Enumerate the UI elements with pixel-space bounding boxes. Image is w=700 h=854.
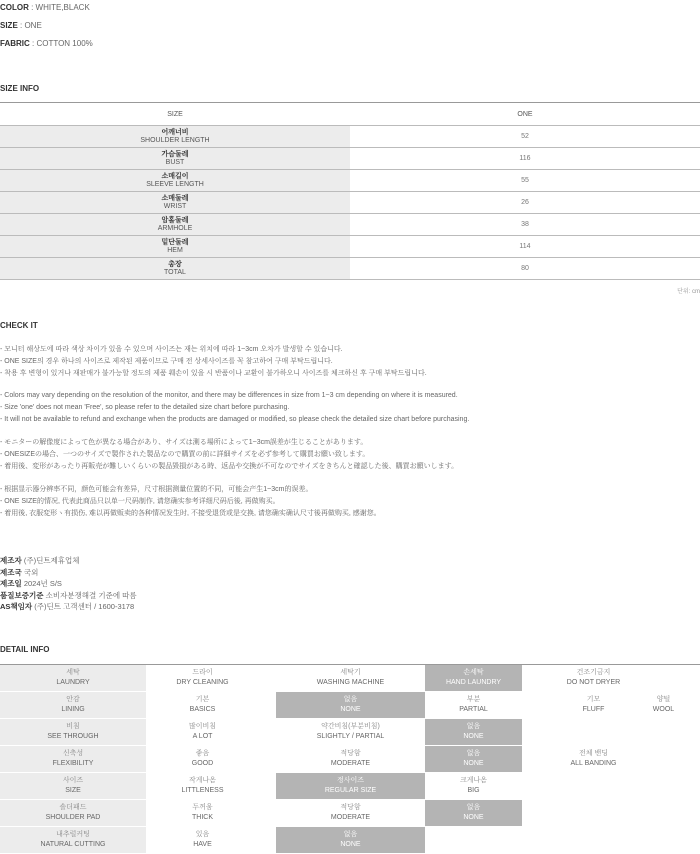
note-line: - 着用後、変形があったり再販売が難しいくらいの製品毀損がある時、返品や交換が不可なのでサイズをきちんと確認した後、購買お願いします。 <box>0 462 459 470</box>
detail-ko: 기본 <box>195 696 210 703</box>
maker-label: 품질보증기준 <box>0 590 44 600</box>
detail-row <box>0 827 700 854</box>
maker-value: 소비자분쟁해결 기준에 따름 <box>43 590 137 600</box>
detail-option-selected <box>425 719 522 745</box>
detail-en: NONE <box>340 841 361 848</box>
detail-en: SIZE <box>65 787 81 794</box>
detail-ko: 전체 밴딩 <box>579 750 608 757</box>
size-row-label <box>0 170 350 192</box>
table-row <box>0 148 700 170</box>
detail-ko: 약간비침(부분비침) <box>321 723 380 730</box>
size-row-label <box>0 214 350 236</box>
maker-row <box>0 578 137 590</box>
detail-en: MODERATE <box>330 814 371 821</box>
detail-row <box>0 746 700 773</box>
table-row <box>0 236 700 258</box>
maker-value: 국외 <box>21 567 39 577</box>
detail-en: PARTIAL <box>459 706 488 713</box>
detail-en: BASICS <box>189 706 216 713</box>
maker-label: 제조자 <box>0 556 22 565</box>
detail-en: DRY CLEANING <box>176 679 229 686</box>
detail-en: FLUFF <box>582 706 605 713</box>
detail-en: WOOL <box>652 706 675 713</box>
notes-english <box>0 390 469 425</box>
detail-ko: 있음 <box>195 831 210 838</box>
notes-chinese <box>0 484 381 519</box>
note-line: - Size 'one' does not mean 'Free', so please refer to the detailed size chart before purchasing. <box>0 403 290 411</box>
detail-option-selected <box>425 800 522 826</box>
detail-option <box>154 665 251 691</box>
check-it-title: CHECK IT <box>0 321 38 330</box>
detail-option-selected <box>276 827 425 853</box>
size-label-ko: 소매둘레 <box>161 194 189 202</box>
color-value: : WHITE,BLACK <box>28 3 90 12</box>
detail-row <box>0 719 700 746</box>
detail-en: ALL BANDING <box>570 760 617 767</box>
detail-option <box>154 800 251 826</box>
note-line: - 모니터 해상도에 따라 색상 차이가 있을 수 있으며 사이즈는 재는 위치에 따라 1~3cm 오차가 발생할 수 있습니다. <box>0 346 343 353</box>
detail-ko: 두꺼움 <box>192 804 213 811</box>
detail-row <box>0 800 700 827</box>
size-value: 55 <box>350 170 700 192</box>
maker-value: (주)딘트 고객센터 / 1600-3178 <box>32 602 135 611</box>
detail-option-selected <box>276 692 425 718</box>
maker-value: 2024년 S/S <box>21 579 62 588</box>
detail-row-label <box>0 719 146 745</box>
detail-option <box>545 665 642 691</box>
detail-en: LINING <box>61 706 85 713</box>
size-label-ko: 소매길이 <box>161 172 189 180</box>
fabric-attribute <box>0 39 93 48</box>
detail-option-selected <box>276 773 425 799</box>
table-row <box>0 170 700 192</box>
note-line: - ONE SIZE의 경우 하나의 사이즈로 제작된 제품이므로 구매 전 상세사이즈를 꼭 참고하여 구매 부탁드립니다. <box>0 357 333 365</box>
size-attribute <box>0 21 42 30</box>
maker-label: AS책임자 <box>0 602 33 611</box>
notes-korean <box>0 344 427 379</box>
size-value: 114 <box>350 236 700 258</box>
size-label-en: WRIST <box>163 202 187 210</box>
detail-en: NONE <box>463 814 484 821</box>
detail-ko: 없음 <box>466 723 481 730</box>
size-label-en: SLEEVE LENGTH <box>146 180 204 188</box>
detail-option <box>276 665 425 691</box>
detail-ko: 많이비침 <box>188 723 217 730</box>
table-row <box>0 192 700 214</box>
detail-option <box>154 719 251 745</box>
size-row-label <box>0 148 350 170</box>
detail-option <box>276 719 425 745</box>
size-info-title: SIZE INFO <box>0 84 40 93</box>
detail-ko: 정사이즈 <box>336 777 365 784</box>
size-value: 80 <box>350 258 700 280</box>
detail-ko: 손세탁 <box>463 669 484 676</box>
detail-en: BIG <box>467 787 480 794</box>
size-row-label <box>0 258 350 280</box>
note-line: - モニターの解像度によって色が異なる場合があり、サイズは測る場所によって1~3cm誤差が生じることがあります。 <box>0 439 368 446</box>
size-label-ko: 가슴둘레 <box>161 150 189 158</box>
detail-en: FLEXIBILITY <box>52 760 94 767</box>
detail-option <box>276 800 425 826</box>
note-line: - Colors may vary depending on the resolution of the monitor, and there may be differences in size from 1~3 cm depending on where it is measured. <box>0 392 458 399</box>
size-label-en: TOTAL <box>164 268 186 276</box>
detail-option <box>154 773 251 799</box>
detail-ko: 기모 <box>586 696 601 703</box>
size-label-ko: 밑단둘레 <box>161 238 189 246</box>
size-row-label <box>0 126 350 148</box>
detail-row-label <box>0 665 146 691</box>
detail-en: SLIGHTLY / PARTIAL <box>316 733 385 740</box>
detail-en: NATURAL CUTTING <box>40 841 106 848</box>
table-row <box>0 214 700 236</box>
detail-table <box>0 664 700 854</box>
size-label-en: ARMHOLE <box>157 224 193 232</box>
detail-ko: 적당함 <box>340 750 361 757</box>
size-table-header <box>0 103 700 126</box>
detail-en: WASHING MACHINE <box>316 679 385 686</box>
notes-japanese <box>0 437 458 472</box>
fabric-value: : COTTON 100% <box>29 39 93 48</box>
size-unit: 단위: cm <box>677 289 700 295</box>
maker-row <box>0 590 137 602</box>
detail-row <box>0 692 700 719</box>
size-value: 116 <box>350 148 700 170</box>
detail-ko: 숄더패드 <box>59 804 87 811</box>
size-label-en: SHOULDER LENGTH <box>140 136 210 144</box>
detail-option <box>627 692 700 718</box>
detail-ko: 세탁 <box>66 669 80 676</box>
detail-row <box>0 773 700 800</box>
detail-option <box>425 773 522 799</box>
detail-row <box>0 665 700 692</box>
detail-ko: 없음 <box>466 750 481 757</box>
detail-en: DO NOT DRYER <box>566 679 621 686</box>
detail-en: NONE <box>463 733 484 740</box>
detail-ko: 드라이 <box>192 669 213 676</box>
size-label-en: HEM <box>167 246 183 254</box>
size-value: 26 <box>350 192 700 214</box>
detail-row-label <box>0 827 146 853</box>
detail-ko: 사이즈 <box>62 777 84 784</box>
color-label: COLOR <box>0 3 29 12</box>
detail-en: NONE <box>463 760 484 767</box>
detail-en: REGULAR SIZE <box>324 787 377 794</box>
note-line: - ONE SIZE的情况, 代表此商品只以单一尺码制作, 请您确实参考详细尺码后後, 再做购买。 <box>0 497 280 505</box>
size-label-en: BUST <box>165 158 185 166</box>
detail-en: MODERATE <box>330 760 371 767</box>
detail-en: THICK <box>192 814 213 821</box>
detail-ko: 건조기금지 <box>576 669 611 676</box>
detail-en: LITTLENESS <box>181 787 224 794</box>
maker-label: 제조일 <box>0 579 22 588</box>
detail-en: SHOULDER PAD <box>45 814 101 821</box>
detail-info-title: DETAIL INFO <box>0 645 50 654</box>
table-row <box>0 126 700 148</box>
detail-option <box>545 746 642 772</box>
detail-ko: 세탁기 <box>340 669 361 676</box>
detail-ko: 신축성 <box>62 750 84 757</box>
detail-option <box>276 746 425 772</box>
detail-option <box>154 746 251 772</box>
detail-ko: 크게나옴 <box>459 777 488 784</box>
detail-option-selected <box>425 746 522 772</box>
detail-row-label <box>0 800 146 826</box>
detail-en: HAVE <box>193 841 212 848</box>
size-row-label <box>0 192 350 214</box>
maker-row <box>0 555 137 567</box>
maker-label: 제조국 <box>0 567 22 577</box>
detail-ko: 내추럴커팅 <box>56 831 90 838</box>
note-line: - 着用後, 衣服変形ヽ有损伤, 难以再做贩卖的各种情况发生时, 不接受退货或是交换, 请您确实确认尺寸後再做购买, 感谢您。 <box>0 509 381 517</box>
maker-value: (주)딘트제휴업체 <box>21 556 80 565</box>
color-attribute <box>0 3 90 12</box>
detail-en: HAND LAUNDRY <box>445 679 502 686</box>
detail-option <box>154 692 251 718</box>
detail-option <box>154 827 251 853</box>
size-table <box>0 102 700 280</box>
detail-en: A LOT <box>192 733 213 740</box>
size-header-value: ONE <box>350 103 700 126</box>
size-header-label: SIZE <box>0 103 350 126</box>
maker-row <box>0 567 137 579</box>
fabric-label: FABRIC <box>0 39 30 48</box>
size-label-ko: 어깨너비 <box>161 128 189 136</box>
detail-ko: 적당함 <box>340 804 361 811</box>
detail-en: NONE <box>340 706 361 713</box>
detail-option <box>425 692 522 718</box>
table-row <box>0 258 700 280</box>
detail-en: LAUNDRY <box>56 679 90 686</box>
detail-ko: 부분 <box>466 696 481 703</box>
note-line: - 根据显示器分辨率不同，颜色可能会有差异，尺寸根据测量位置的不同，可能会产生1~3cm的误差。 <box>0 486 313 493</box>
size-label-ko: 총장 <box>168 260 182 268</box>
detail-ko: 비침 <box>66 723 80 730</box>
note-line: - ONESIZEの場合、一つのサイズで製作された製品なので購買の前に詳細サイズを必ず参考して購買お願い致します。 <box>0 450 370 458</box>
size-label-ko: 암홀둘레 <box>161 216 189 224</box>
maker-info <box>0 555 137 613</box>
detail-ko: 작게나옴 <box>188 777 217 784</box>
detail-ko: 좋음 <box>195 750 210 757</box>
note-line: - It will not be available to refund and exchange when the products are damaged or modified, so please check the detailed size chart before purchasing. <box>0 415 470 423</box>
size-row-label <box>0 236 350 258</box>
detail-row-label <box>0 692 146 718</box>
detail-row-label <box>0 773 146 799</box>
size-label: SIZE <box>0 21 18 30</box>
detail-ko: 없음 <box>466 804 481 811</box>
detail-en: GOOD <box>191 760 214 767</box>
detail-en: SEE THROUGH <box>47 733 99 740</box>
detail-ko: 없음 <box>343 831 358 838</box>
detail-ko: 안감 <box>66 696 80 703</box>
maker-row <box>0 601 137 613</box>
size-value: 52 <box>350 126 700 148</box>
detail-row-label <box>0 746 146 772</box>
detail-ko: 양털 <box>656 696 671 703</box>
detail-ko: 없음 <box>343 696 358 703</box>
detail-option-selected <box>425 665 522 691</box>
size-value: 38 <box>350 214 700 236</box>
size-value: : ONE <box>17 21 42 30</box>
note-line: - 착용 후 변형이 있거나 재판매가 불가능할 정도의 제품 훼손이 있을 시 반품이나 교환이 불가하오니 사이즈를 체크하신 후 구매 부탁드립니다. <box>0 369 427 377</box>
